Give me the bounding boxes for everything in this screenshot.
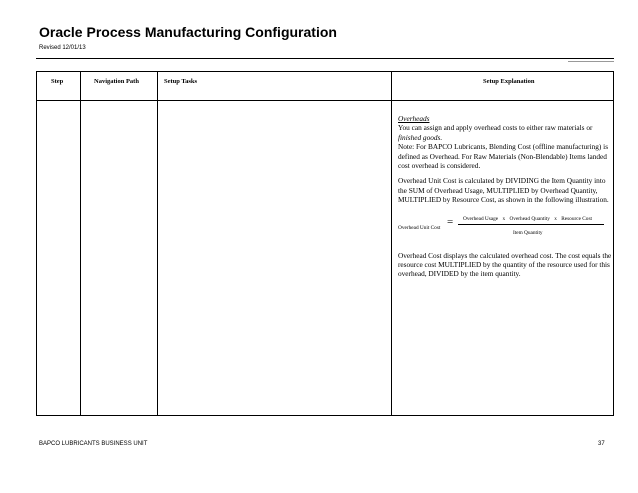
- footer-business-unit: BAPCO LUBRICANTS BUSINESS UNIT: [39, 441, 148, 447]
- revision-date: Revised 12/01/13: [39, 45, 86, 51]
- column-header-step: Step: [51, 78, 64, 85]
- overheads-intro: [398, 123, 612, 170]
- column-divider: [80, 72, 81, 415]
- unit-cost-explanation: Overhead Unit Cost is calculated by DIVIDING the Item Quantity into the SUM of Overhead Usage, MULTIPLIED by Overhead Quantity, MULTIPLIED by Resource Cost, as shown in the following illustration.: [398, 176, 609, 205]
- formula-term-usage: Overhead Usage: [463, 215, 499, 222]
- header-divider: [36, 58, 614, 59]
- formula-term-quantity: Overhead Quantity: [509, 215, 550, 222]
- formula-lhs: Overhead Unit Cost: [398, 224, 441, 231]
- setup-table: [36, 71, 614, 416]
- column-header-navigation-path: Navigation Path: [94, 78, 139, 85]
- formula-operator: x: [554, 215, 557, 222]
- formula-fraction-bar: [458, 224, 604, 225]
- column-divider: [391, 72, 392, 415]
- formula-denominator: Item Quantity: [513, 229, 543, 236]
- formula-term-resource-cost: Resource Cost: [561, 215, 592, 222]
- intro-prefix: or: [586, 123, 593, 133]
- header-divider-accent: [568, 61, 614, 62]
- formula-operator: x: [502, 215, 506, 222]
- setup-explanation-cell: [398, 114, 612, 285]
- document-title: Oracle Process Manufacturing Configuration: [39, 24, 337, 40]
- finished-goods-text: finished goods.: [398, 132, 443, 142]
- page-number: 37: [598, 441, 605, 447]
- formula-equals: =: [447, 215, 454, 228]
- intro-line: You can assign and apply overhead costs to either raw materials: [398, 123, 585, 133]
- column-header-setup-tasks: Setup Tasks: [164, 78, 198, 85]
- formula-numerator: [463, 215, 595, 224]
- column-divider: [157, 72, 158, 415]
- bapco-note: Note: For BAPCO Lubricants, Blending Cost (offline manufacturing) is defined as Overhead. For Raw Materials (Non-Blendable) Items landed cost overhead is considered.: [398, 142, 609, 171]
- overhead-cost-explanation: Overhead Cost displays the calculated overhead cost. The cost equals the resource cost MULTIPLIED by the quantity of the resource used for this overhead, DIVIDED by the item quantity.: [398, 250, 612, 279]
- overheads-heading: Overheads: [398, 114, 430, 123]
- table-header-row: [37, 72, 613, 101]
- overhead-formula: [398, 211, 612, 243]
- column-header-setup-explanation: Setup Explanation: [483, 78, 535, 85]
